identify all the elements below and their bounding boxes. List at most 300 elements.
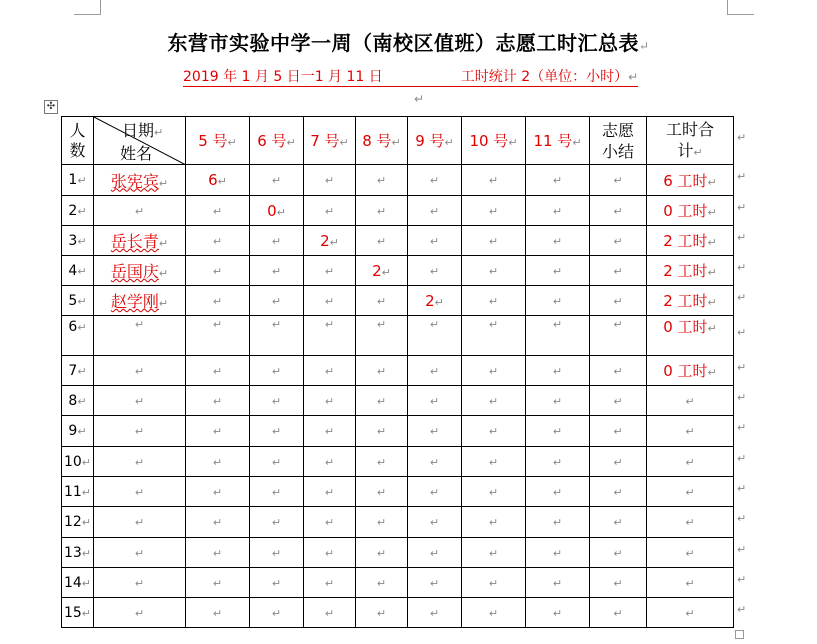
day-hours-cell[interactable] (356, 196, 408, 226)
day-hours-cell[interactable] (304, 386, 356, 416)
header-summary-cell (590, 117, 647, 165)
total-cell[interactable] (647, 226, 734, 256)
name-cell[interactable] (94, 286, 186, 316)
name-cell[interactable] (94, 226, 186, 256)
row-number: 14 (63, 574, 82, 591)
day-hours-cell[interactable] (250, 165, 304, 196)
cell-end-mark: ↵ (329, 235, 339, 249)
cell-end-mark: ↵ (81, 546, 92, 560)
header-day-cell (186, 117, 250, 165)
day-hours-cell[interactable] (186, 386, 250, 416)
name-cell[interactable] (94, 447, 186, 477)
day-label: 7 号 (310, 132, 340, 150)
day-hours-cell[interactable] (356, 447, 408, 477)
day-hours-cell[interactable] (462, 598, 526, 628)
name-cell[interactable] (94, 568, 186, 598)
day-hours-cell[interactable] (526, 356, 590, 386)
row-end-mark: ↵ (737, 391, 747, 404)
cell-end-mark: ↵ (552, 294, 563, 308)
hours-table (61, 116, 734, 628)
cell-end-mark: ↵ (707, 206, 717, 219)
day-hours-cell[interactable] (356, 165, 408, 196)
day-hours-cell[interactable] (250, 568, 304, 598)
table-row (62, 165, 734, 196)
row-number-cell[interactable] (62, 256, 94, 286)
table-row (62, 356, 734, 386)
row-number-cell[interactable] (62, 568, 94, 598)
day-hours-cell[interactable] (356, 477, 408, 507)
cell-end-mark: ↵ (613, 516, 623, 529)
day-hours-cell[interactable] (526, 568, 590, 598)
cell-end-mark: ↵ (488, 394, 499, 408)
cell-end-mark: ↵ (324, 425, 335, 438)
cell-end-mark: ↵ (444, 136, 454, 149)
day-hours-cell[interactable] (526, 538, 590, 568)
cell-end-mark: ↵ (552, 204, 563, 218)
cell-end-mark: ↵ (707, 236, 717, 249)
cell-end-mark: ↵ (77, 321, 87, 334)
summary-cell[interactable] (590, 416, 647, 447)
cell-end-mark: ↵ (613, 234, 623, 248)
day-hours-cell[interactable] (408, 356, 462, 386)
day-hours-cell[interactable] (250, 447, 304, 477)
cell-end-mark: ↵ (488, 546, 499, 560)
day-label: 11 号 (533, 132, 573, 150)
cell-end-mark: ↵ (271, 485, 282, 499)
table-row (62, 477, 734, 507)
day-hours-cell[interactable] (304, 538, 356, 568)
total-cell[interactable] (647, 165, 734, 196)
hours-value: 6 (208, 171, 218, 189)
day-hours-cell[interactable] (186, 226, 250, 256)
day-hours-cell[interactable] (526, 416, 590, 447)
cell-end-mark: ↵ (685, 485, 695, 499)
cell-end-mark: ↵ (429, 485, 440, 499)
cell-end-mark: ↵ (376, 455, 387, 469)
summary-cell[interactable] (590, 447, 647, 477)
cell-end-mark: ↵ (212, 204, 223, 218)
summary-cell[interactable] (590, 507, 647, 538)
row-number-cell[interactable] (62, 447, 94, 477)
total-cell[interactable] (647, 286, 734, 316)
cell-end-mark: ↵ (324, 394, 335, 408)
day-hours-cell[interactable] (304, 356, 356, 386)
row-number-cell[interactable] (62, 477, 94, 507)
cell-end-mark: ↵ (217, 175, 227, 188)
row-number: 1 (68, 172, 78, 188)
day-hours-cell[interactable] (526, 507, 590, 538)
day-hours-cell[interactable] (304, 165, 356, 196)
day-hours-cell[interactable] (250, 477, 304, 507)
total-cell[interactable] (647, 386, 734, 416)
summary-cell[interactable] (590, 316, 647, 356)
person-name: 赵学刚 (110, 292, 159, 311)
total-cell[interactable] (647, 598, 734, 628)
row-number-cell[interactable] (62, 386, 94, 416)
cell-end-mark: ↵ (381, 265, 391, 279)
day-hours-cell[interactable] (250, 507, 304, 538)
cell-end-mark: ↵ (685, 546, 695, 560)
total-cell[interactable] (647, 447, 734, 477)
cell-end-mark: ↵ (134, 485, 145, 499)
row-number-cell[interactable] (62, 316, 94, 356)
day-hours-cell[interactable] (462, 477, 526, 507)
day-hours-cell[interactable] (526, 256, 590, 286)
total-label-bottom: 计 (677, 140, 694, 160)
row-number: 4 (68, 262, 78, 279)
day-hours-cell[interactable] (526, 386, 590, 416)
summary-cell[interactable] (590, 196, 647, 226)
cell-end-mark: ↵ (488, 234, 499, 248)
cell-end-mark: ↵ (488, 606, 499, 620)
name-cell[interactable] (94, 356, 186, 386)
day-hours-cell[interactable] (250, 356, 304, 386)
day-hours-cell[interactable] (526, 477, 590, 507)
cell-end-mark: ↵ (376, 394, 387, 408)
cell-end-mark: ↵ (488, 485, 499, 499)
total-label-top: 工时合 (665, 119, 714, 139)
name-cell[interactable] (94, 477, 186, 507)
day-hours-cell[interactable] (250, 256, 304, 286)
summary-cell[interactable] (590, 165, 647, 196)
day-hours-cell[interactable] (526, 316, 590, 356)
total-cell[interactable] (647, 416, 734, 447)
day-hours-cell[interactable] (356, 568, 408, 598)
day-hours-cell[interactable] (526, 598, 590, 628)
day-hours-cell[interactable] (462, 386, 526, 416)
day-hours-cell[interactable] (304, 316, 356, 356)
row-number: 9 (68, 423, 78, 439)
cell-end-mark: ↵ (271, 364, 282, 378)
summary-cell[interactable] (590, 386, 647, 416)
name-cell[interactable] (94, 386, 186, 416)
cell-end-mark: ↵ (77, 425, 87, 438)
row-number: 5 (68, 292, 78, 309)
hours-value: 2 (425, 291, 435, 310)
cell-end-mark: ↵ (212, 485, 223, 499)
summary-cell[interactable] (590, 538, 647, 568)
day-hours-cell[interactable] (462, 165, 526, 196)
day-hours-cell[interactable] (186, 165, 250, 196)
day-hours-cell[interactable] (186, 416, 250, 447)
day-hours-cell[interactable] (356, 598, 408, 628)
day-hours-cell[interactable] (408, 507, 462, 538)
summary-label-bottom: 小结 (601, 141, 634, 161)
person-name: 岳长青 (110, 232, 159, 251)
cell-end-mark: ↵ (488, 264, 499, 278)
day-hours-cell[interactable] (408, 386, 462, 416)
day-hours-cell[interactable] (250, 286, 304, 316)
day-hours-cell[interactable] (408, 226, 462, 256)
cell-end-mark: ↵ (81, 606, 92, 620)
cell-end-mark: ↵ (429, 234, 440, 248)
name-cell[interactable] (94, 416, 186, 447)
day-hours-cell[interactable] (526, 226, 590, 256)
day-hours-cell[interactable] (408, 477, 462, 507)
cell-end-mark: ↵ (77, 204, 87, 218)
day-hours-cell[interactable] (250, 196, 304, 226)
cell-end-mark: ↵ (212, 606, 223, 620)
total-cell[interactable] (647, 568, 734, 598)
day-hours-cell[interactable] (356, 386, 408, 416)
day-hours-cell[interactable] (462, 538, 526, 568)
cell-end-mark: ↵ (212, 294, 223, 308)
day-hours-cell[interactable] (304, 447, 356, 477)
cell-end-mark: ↵ (77, 394, 87, 408)
day-hours-cell[interactable] (250, 598, 304, 628)
day-hours-cell[interactable] (462, 416, 526, 447)
name-cell[interactable] (94, 507, 186, 538)
row-number: 11 (63, 483, 82, 500)
cell-end-mark: ↵ (572, 136, 582, 149)
row-number: 2 (68, 202, 78, 219)
cell-end-mark: ↵ (552, 174, 563, 187)
name-cell[interactable] (94, 256, 186, 286)
day-hours-cell[interactable] (356, 416, 408, 447)
total-cell[interactable] (647, 316, 734, 356)
document-subtitle (183, 66, 638, 87)
row-end-mark: ↵ (737, 603, 747, 616)
name-cell[interactable] (94, 538, 186, 568)
summary-cell[interactable] (590, 598, 647, 628)
cell-end-mark: ↵ (77, 294, 87, 308)
table-row (62, 416, 734, 447)
day-hours-cell[interactable] (462, 356, 526, 386)
day-hours-cell[interactable] (526, 286, 590, 316)
table-row (62, 286, 734, 316)
row-end-mark: ↵ (737, 201, 747, 214)
cell-end-mark: ↵ (613, 294, 623, 308)
day-hours-cell[interactable] (462, 507, 526, 538)
unit-note: 工时统计 2（单位：小时） (460, 69, 629, 85)
cell-end-mark: ↵ (613, 485, 623, 499)
cell-end-mark: ↵ (707, 266, 717, 279)
row-number-cell[interactable] (62, 165, 94, 196)
name-cell[interactable] (94, 165, 186, 196)
summary-cell[interactable] (590, 256, 647, 286)
name-cell[interactable] (94, 196, 186, 226)
day-hours-cell[interactable] (186, 316, 250, 356)
cell-end-mark: ↵ (324, 485, 335, 499)
cell-end-mark: ↵ (488, 294, 499, 308)
cell-end-mark: ↵ (613, 576, 623, 590)
cell-end-mark: ↵ (134, 364, 145, 378)
day-label: 9 号 (415, 132, 445, 150)
day-hours-cell[interactable] (356, 538, 408, 568)
row-number-cell[interactable] (62, 196, 94, 226)
day-hours-cell[interactable] (462, 568, 526, 598)
day-hours-cell[interactable] (186, 256, 250, 286)
cell-end-mark: ↵ (286, 136, 296, 149)
day-hours-cell[interactable] (304, 568, 356, 598)
summary-cell[interactable] (590, 286, 647, 316)
cell-end-mark: ↵ (552, 606, 563, 620)
row-number: 6 (68, 319, 78, 335)
day-hours-cell[interactable] (408, 598, 462, 628)
day-hours-cell[interactable] (408, 568, 462, 598)
cell-end-mark: ↵ (376, 174, 387, 187)
total-cell[interactable] (647, 477, 734, 507)
table-row (62, 447, 734, 477)
header-row (62, 117, 734, 165)
day-hours-cell[interactable] (304, 256, 356, 286)
cell-end-mark: ↵ (271, 546, 282, 560)
cell-end-mark: ↵ (212, 318, 223, 331)
day-hours-cell[interactable] (356, 256, 408, 286)
day-hours-cell[interactable] (304, 477, 356, 507)
cell-end-mark: ↵ (212, 546, 223, 560)
header-day-cell (356, 117, 408, 165)
day-hours-cell[interactable] (408, 286, 462, 316)
total-cell[interactable] (647, 196, 734, 226)
page-corner-mark-top-right (727, 0, 754, 15)
day-hours-cell[interactable] (304, 196, 356, 226)
cell-end-mark: ↵ (271, 516, 282, 529)
cell-end-mark: ↵ (552, 546, 563, 560)
day-hours-cell[interactable] (462, 256, 526, 286)
name-cell[interactable] (94, 316, 186, 356)
day-hours-cell[interactable] (186, 538, 250, 568)
day-hours-cell[interactable] (186, 286, 250, 316)
day-hours-cell[interactable] (304, 598, 356, 628)
paragraph-mark: ↵ (638, 39, 650, 53)
day-hours-cell[interactable] (186, 598, 250, 628)
day-hours-cell[interactable] (186, 196, 250, 226)
day-hours-cell[interactable] (408, 447, 462, 477)
cell-end-mark: ↵ (685, 455, 695, 469)
cell-end-mark: ↵ (134, 425, 145, 438)
cell-end-mark: ↵ (552, 394, 563, 408)
day-hours-cell[interactable] (250, 386, 304, 416)
day-hours-cell[interactable] (186, 447, 250, 477)
cell-end-mark: ↵ (376, 606, 387, 620)
header-day-cell (526, 117, 590, 165)
cell-end-mark: ↵ (324, 264, 335, 278)
day-hours-cell[interactable] (408, 416, 462, 447)
name-cell[interactable] (94, 598, 186, 628)
table-row (62, 196, 734, 226)
row-number-cell[interactable] (62, 416, 94, 447)
cell-end-mark: ↵ (134, 204, 145, 218)
table-move-handle-icon[interactable]: ✣ (44, 100, 58, 114)
summary-cell[interactable] (590, 568, 647, 598)
cell-end-mark: ↵ (552, 234, 563, 248)
summary-cell[interactable] (590, 477, 647, 507)
paragraph-mark: ↵ (414, 92, 425, 106)
count-label-bottom: 数 (69, 140, 86, 160)
day-hours-cell[interactable] (462, 447, 526, 477)
day-hours-cell[interactable] (408, 316, 462, 356)
day-hours-cell[interactable] (304, 416, 356, 447)
cell-end-mark: ↵ (324, 516, 335, 529)
summary-cell[interactable] (590, 356, 647, 386)
day-hours-cell[interactable] (462, 196, 526, 226)
cell-end-mark: ↵ (324, 455, 335, 469)
cell-end-mark: ↵ (376, 485, 387, 499)
total-cell[interactable] (647, 507, 734, 538)
day-hours-cell[interactable] (526, 447, 590, 477)
row-number-cell[interactable] (62, 356, 94, 386)
table-row (62, 568, 734, 598)
total-label-bottom-wrap (647, 140, 733, 163)
cell-end-mark: ↵ (324, 576, 335, 590)
row-number-cell[interactable] (62, 226, 94, 256)
cell-end-mark: ↵ (429, 606, 440, 620)
day-hours-cell[interactable] (408, 165, 462, 196)
total-hours: 2 工时 (663, 232, 708, 250)
date-range: 2019 年 1 月 5 日一1 月 11 日 (183, 69, 383, 85)
day-hours-cell[interactable] (304, 507, 356, 538)
day-hours-cell[interactable] (250, 416, 304, 447)
cell-end-mark: ↵ (685, 394, 695, 408)
total-cell[interactable] (647, 256, 734, 286)
day-label: 8 号 (362, 132, 392, 150)
cell-end-mark: ↵ (429, 264, 440, 278)
cell-end-mark: ↵ (508, 136, 518, 149)
cell-end-mark: ↵ (158, 237, 169, 250)
cell-end-mark: ↵ (685, 606, 695, 620)
day-hours-cell[interactable] (526, 165, 590, 196)
day-hours-cell[interactable] (186, 507, 250, 538)
cell-end-mark: ↵ (613, 204, 623, 218)
day-hours-cell[interactable] (408, 196, 462, 226)
cell-end-mark: ↵ (552, 516, 563, 529)
cell-end-mark: ↵ (685, 576, 695, 590)
day-hours-cell[interactable] (356, 356, 408, 386)
day-hours-cell[interactable] (250, 316, 304, 356)
day-hours-cell[interactable] (462, 226, 526, 256)
table-row (62, 386, 734, 416)
cell-end-mark: ↵ (376, 234, 387, 248)
day-hours-cell[interactable] (304, 286, 356, 316)
row-number-cell[interactable] (62, 507, 94, 538)
day-label: 6 号 (257, 132, 287, 150)
day-hours-cell[interactable] (250, 226, 304, 256)
day-hours-cell[interactable] (462, 286, 526, 316)
summary-cell[interactable] (590, 226, 647, 256)
cell-end-mark: ↵ (376, 576, 387, 590)
day-hours-cell[interactable] (356, 286, 408, 316)
total-cell[interactable] (647, 356, 734, 386)
day-hours-cell[interactable] (186, 568, 250, 598)
day-hours-cell[interactable] (408, 256, 462, 286)
cell-end-mark: ↵ (212, 364, 223, 378)
day-hours-cell[interactable] (186, 356, 250, 386)
day-hours-cell[interactable] (526, 196, 590, 226)
day-hours-cell[interactable] (408, 538, 462, 568)
day-hours-cell[interactable] (356, 507, 408, 538)
day-hours-cell[interactable] (462, 316, 526, 356)
table-resize-handle[interactable] (735, 630, 744, 639)
day-hours-cell[interactable] (250, 538, 304, 568)
row-number-cell[interactable] (62, 598, 94, 628)
day-hours-cell[interactable] (186, 477, 250, 507)
row-number-cell[interactable] (62, 286, 94, 316)
total-cell[interactable] (647, 538, 734, 568)
cell-end-mark: ↵ (134, 318, 145, 331)
row-number-cell[interactable] (62, 538, 94, 568)
paragraph-mark: ↵ (628, 70, 639, 84)
day-hours-cell[interactable] (356, 226, 408, 256)
hours-value: 2 (372, 261, 382, 280)
cell-end-mark: ↵ (488, 318, 499, 331)
cell-end-mark: ↵ (212, 576, 223, 590)
row-end-mark: ↵ (737, 361, 747, 374)
day-hours-cell[interactable] (356, 316, 408, 356)
header-count-cell (62, 117, 94, 165)
day-hours-cell[interactable] (304, 226, 356, 256)
table-row (62, 256, 734, 286)
